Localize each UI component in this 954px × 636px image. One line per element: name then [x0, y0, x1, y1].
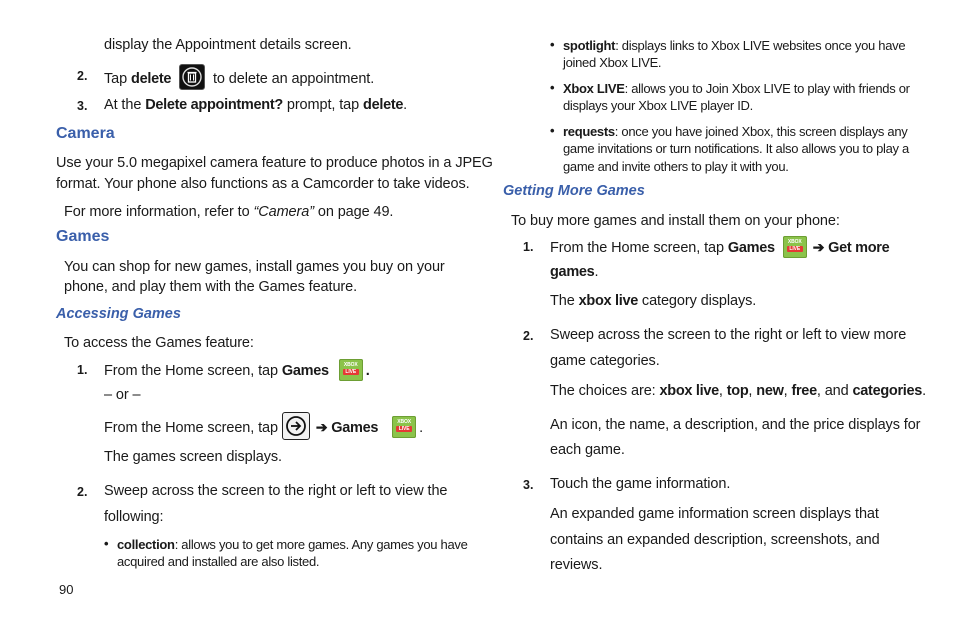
text: prompt, tap [282, 97, 364, 113]
text: : allows you to Join Xbox LIVE to play with friends or [624, 81, 910, 96]
bullet-spotlight [563, 37, 905, 54]
step-number: 2. [77, 69, 88, 83]
bullet: • [550, 37, 555, 52]
bold-term: free [791, 383, 817, 399]
xbox-live-note [550, 292, 756, 310]
text: on page 49. [313, 204, 394, 220]
arrow-glyph: ➔ [812, 238, 825, 255]
bold-term: Delete appointment? [145, 97, 283, 113]
bullet-requests [563, 123, 907, 140]
text-line: To buy more games and install them on your phone: [511, 213, 840, 229]
bold-term: categories [852, 383, 923, 399]
cross-reference-link[interactable]: “Camera” [253, 204, 314, 220]
step-number: 3. [77, 99, 88, 113]
step-get-more-games [550, 237, 889, 259]
heading-accessing-games: Accessing Games [56, 306, 181, 322]
step-number: 1. [77, 363, 88, 377]
text-line: The games screen displays. [104, 449, 282, 465]
text-line: Touch the game information. [550, 476, 731, 492]
trash-icon [179, 64, 205, 90]
page-number: 90 [59, 582, 74, 597]
text-line: game invitations or turn notifications. It also allows you to play a [563, 141, 909, 156]
bold-term: Xbox LIVE [563, 81, 625, 96]
text-line: An expanded game information screen displays that [550, 506, 879, 522]
bold-term: requests [563, 124, 615, 139]
text: : allows you to get more games. Any games you have [174, 537, 468, 552]
text-line: contains an expanded description, screenshots, and [550, 532, 880, 548]
arrow-glyph: ➔ [315, 418, 328, 435]
bullet-collection [117, 536, 468, 553]
text: : once you have joined Xbox, this screen displays any [614, 124, 908, 139]
step-confirm [104, 96, 407, 114]
text: : displays links to Xbox LIVE websites once you have [615, 38, 906, 53]
text-line: each game. [550, 442, 625, 458]
text: . [594, 264, 599, 280]
text-line: format. Your phone also functions as a Camcorder to take videos. [56, 176, 470, 192]
text-line: display the Appointment details screen. [104, 37, 352, 53]
bold-term: collection [117, 537, 175, 552]
step-delete [104, 66, 374, 92]
text: The choices are: [550, 383, 660, 399]
heading-getting-more-games: Getting More Games [503, 183, 645, 199]
bold-term: top [726, 383, 749, 399]
text-line: Use your 5.0 megapixel camera feature to produce photos in a JPEG [56, 155, 493, 171]
step-open-games [104, 360, 369, 382]
text-line: To access the Games feature: [64, 335, 254, 351]
text: From the Home screen, tap [104, 419, 282, 436]
step-number: 1. [523, 240, 534, 254]
step-open-games-alt [104, 414, 423, 442]
bold-term: Games [331, 419, 379, 436]
text: . [365, 362, 370, 379]
bold-term: new [756, 383, 784, 399]
bold-term: Get more [828, 239, 890, 256]
xbox-live-icon: XBOX LIVE [783, 236, 807, 258]
arrow-right-icon [282, 412, 310, 440]
step-number: 3. [523, 478, 534, 492]
heading-camera: Camera [56, 125, 115, 142]
text-line: game categories. [550, 353, 660, 369]
text-line: reviews. [550, 557, 603, 573]
bold-term: games [550, 264, 595, 280]
text: to delete an appointment. [209, 70, 375, 87]
text-line: joined Xbox LIVE. [563, 55, 662, 70]
text: At the [104, 97, 146, 113]
step-number: 2. [523, 329, 534, 343]
bold-term: spotlight [563, 38, 616, 53]
text-line: You can shop for new games, install games you buy on your [64, 259, 445, 275]
xbox-live-icon: XBOX LIVE [339, 359, 363, 381]
text-line: Sweep across the screen to the right or left to view the [104, 483, 448, 499]
bullet: • [550, 123, 555, 138]
camera-reference [64, 203, 393, 221]
bold-term: delete [131, 70, 172, 87]
text: From the Home screen, tap [104, 362, 282, 379]
step-number: 2. [77, 485, 88, 499]
text-line: phone, and play them with the Games feature. [64, 279, 358, 295]
text: Tap [104, 70, 132, 87]
text-line: game and invite others to play it with you. [563, 159, 789, 174]
bold-term: xbox live [659, 383, 719, 399]
bold-term: xbox live [578, 293, 638, 309]
text-line: Sweep across the screen to the right or left to view more [550, 327, 907, 343]
text-line: An icon, the name, a description, and the price displays for [550, 417, 921, 433]
or-separator: – or – [104, 387, 141, 403]
text-line: following: [104, 509, 164, 525]
text: For more information, refer to [64, 204, 254, 220]
bullet-xbox-live [563, 80, 910, 97]
bold-term: Games [727, 239, 775, 256]
step-get-more-games-cont [550, 263, 598, 281]
xbox-live-icon: XBOX LIVE [392, 416, 416, 438]
choices-line: The choices are: xbox live, top, new, free, and categories. [550, 383, 927, 399]
text: . [403, 97, 408, 113]
bullet: • [104, 536, 109, 551]
text-line: displays your Xbox LIVE player ID. [563, 98, 753, 113]
heading-games: Games [56, 228, 110, 245]
text-line: acquired and installed are also listed. [117, 554, 320, 569]
text: From the Home screen, tap [550, 239, 728, 256]
text: category displays. [637, 293, 757, 309]
text: . [419, 419, 424, 436]
bullet: • [550, 80, 555, 95]
bold-term: Games [281, 362, 329, 379]
text: The [550, 293, 579, 309]
bold-term: delete [363, 97, 404, 113]
